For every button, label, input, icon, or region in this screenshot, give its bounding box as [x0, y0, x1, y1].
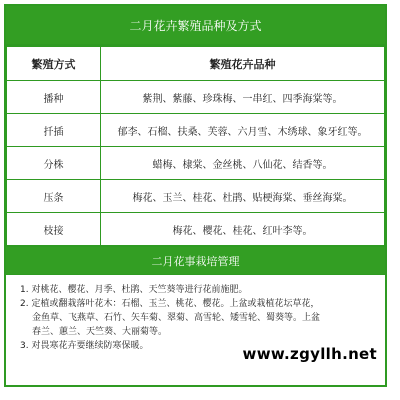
- table-row: [7, 81, 385, 114]
- table-header-row: [7, 47, 385, 81]
- note-line: 3. 对畏寒花卉要继续防寒保暖。: [20, 341, 149, 351]
- varieties-cell: 蜡梅、棣棠、金丝桃、八仙花、结香等。: [101, 147, 385, 180]
- propagation-table: [6, 46, 385, 246]
- varieties-cell: 郁李、石榴、扶桑、芙蓉、六月雪、木绣球、象牙红等。: [101, 114, 385, 147]
- varieties-cell: 梅花、玉兰、桂花、杜鹃、贴梗海棠、垂丝海棠。: [101, 180, 385, 213]
- varieties-cell: 梅花、樱花、桂花、红叶李等。: [101, 213, 385, 246]
- site-watermark: www.zgyllh.net: [242, 345, 377, 363]
- header-method: 繁殖方式: [7, 47, 101, 81]
- note-line: 春兰、蕙兰、天竺葵、大丽菊等。: [32, 327, 168, 337]
- document-frame: [4, 4, 387, 387]
- method-cell: 扦插: [7, 114, 101, 147]
- management-title: 二月花事栽培管理: [6, 246, 385, 275]
- table-row: [7, 180, 385, 213]
- table-row: [7, 114, 385, 147]
- table-row: [7, 213, 385, 246]
- note-line: 1. 对桃花、樱花、月季、杜鹃、天竺葵等进行花前施肥。: [20, 285, 248, 295]
- note-line: 金鱼草、飞燕草、石竹、矢车菊、翠菊、高雪轮、矮雪轮、蜀葵等。上盆: [32, 313, 321, 323]
- method-cell: 压条: [7, 180, 101, 213]
- method-cell: 枝接: [7, 213, 101, 246]
- method-cell: 分株: [7, 147, 101, 180]
- note-line: 2. 定植或翻栽落叶花木：石榴、玉兰、桃花、樱花。上盆或栽植花坛草花，: [20, 299, 320, 309]
- header-varieties: 繁殖花卉品种: [101, 47, 385, 81]
- management-notes: [6, 275, 385, 371]
- page-title: 二月花卉繁殖品种及方式: [6, 6, 385, 46]
- varieties-cell: 紫荆、紫藤、珍珠梅、一串红、四季海棠等。: [101, 81, 385, 114]
- table-row: [7, 147, 385, 180]
- method-cell: 播种: [7, 81, 101, 114]
